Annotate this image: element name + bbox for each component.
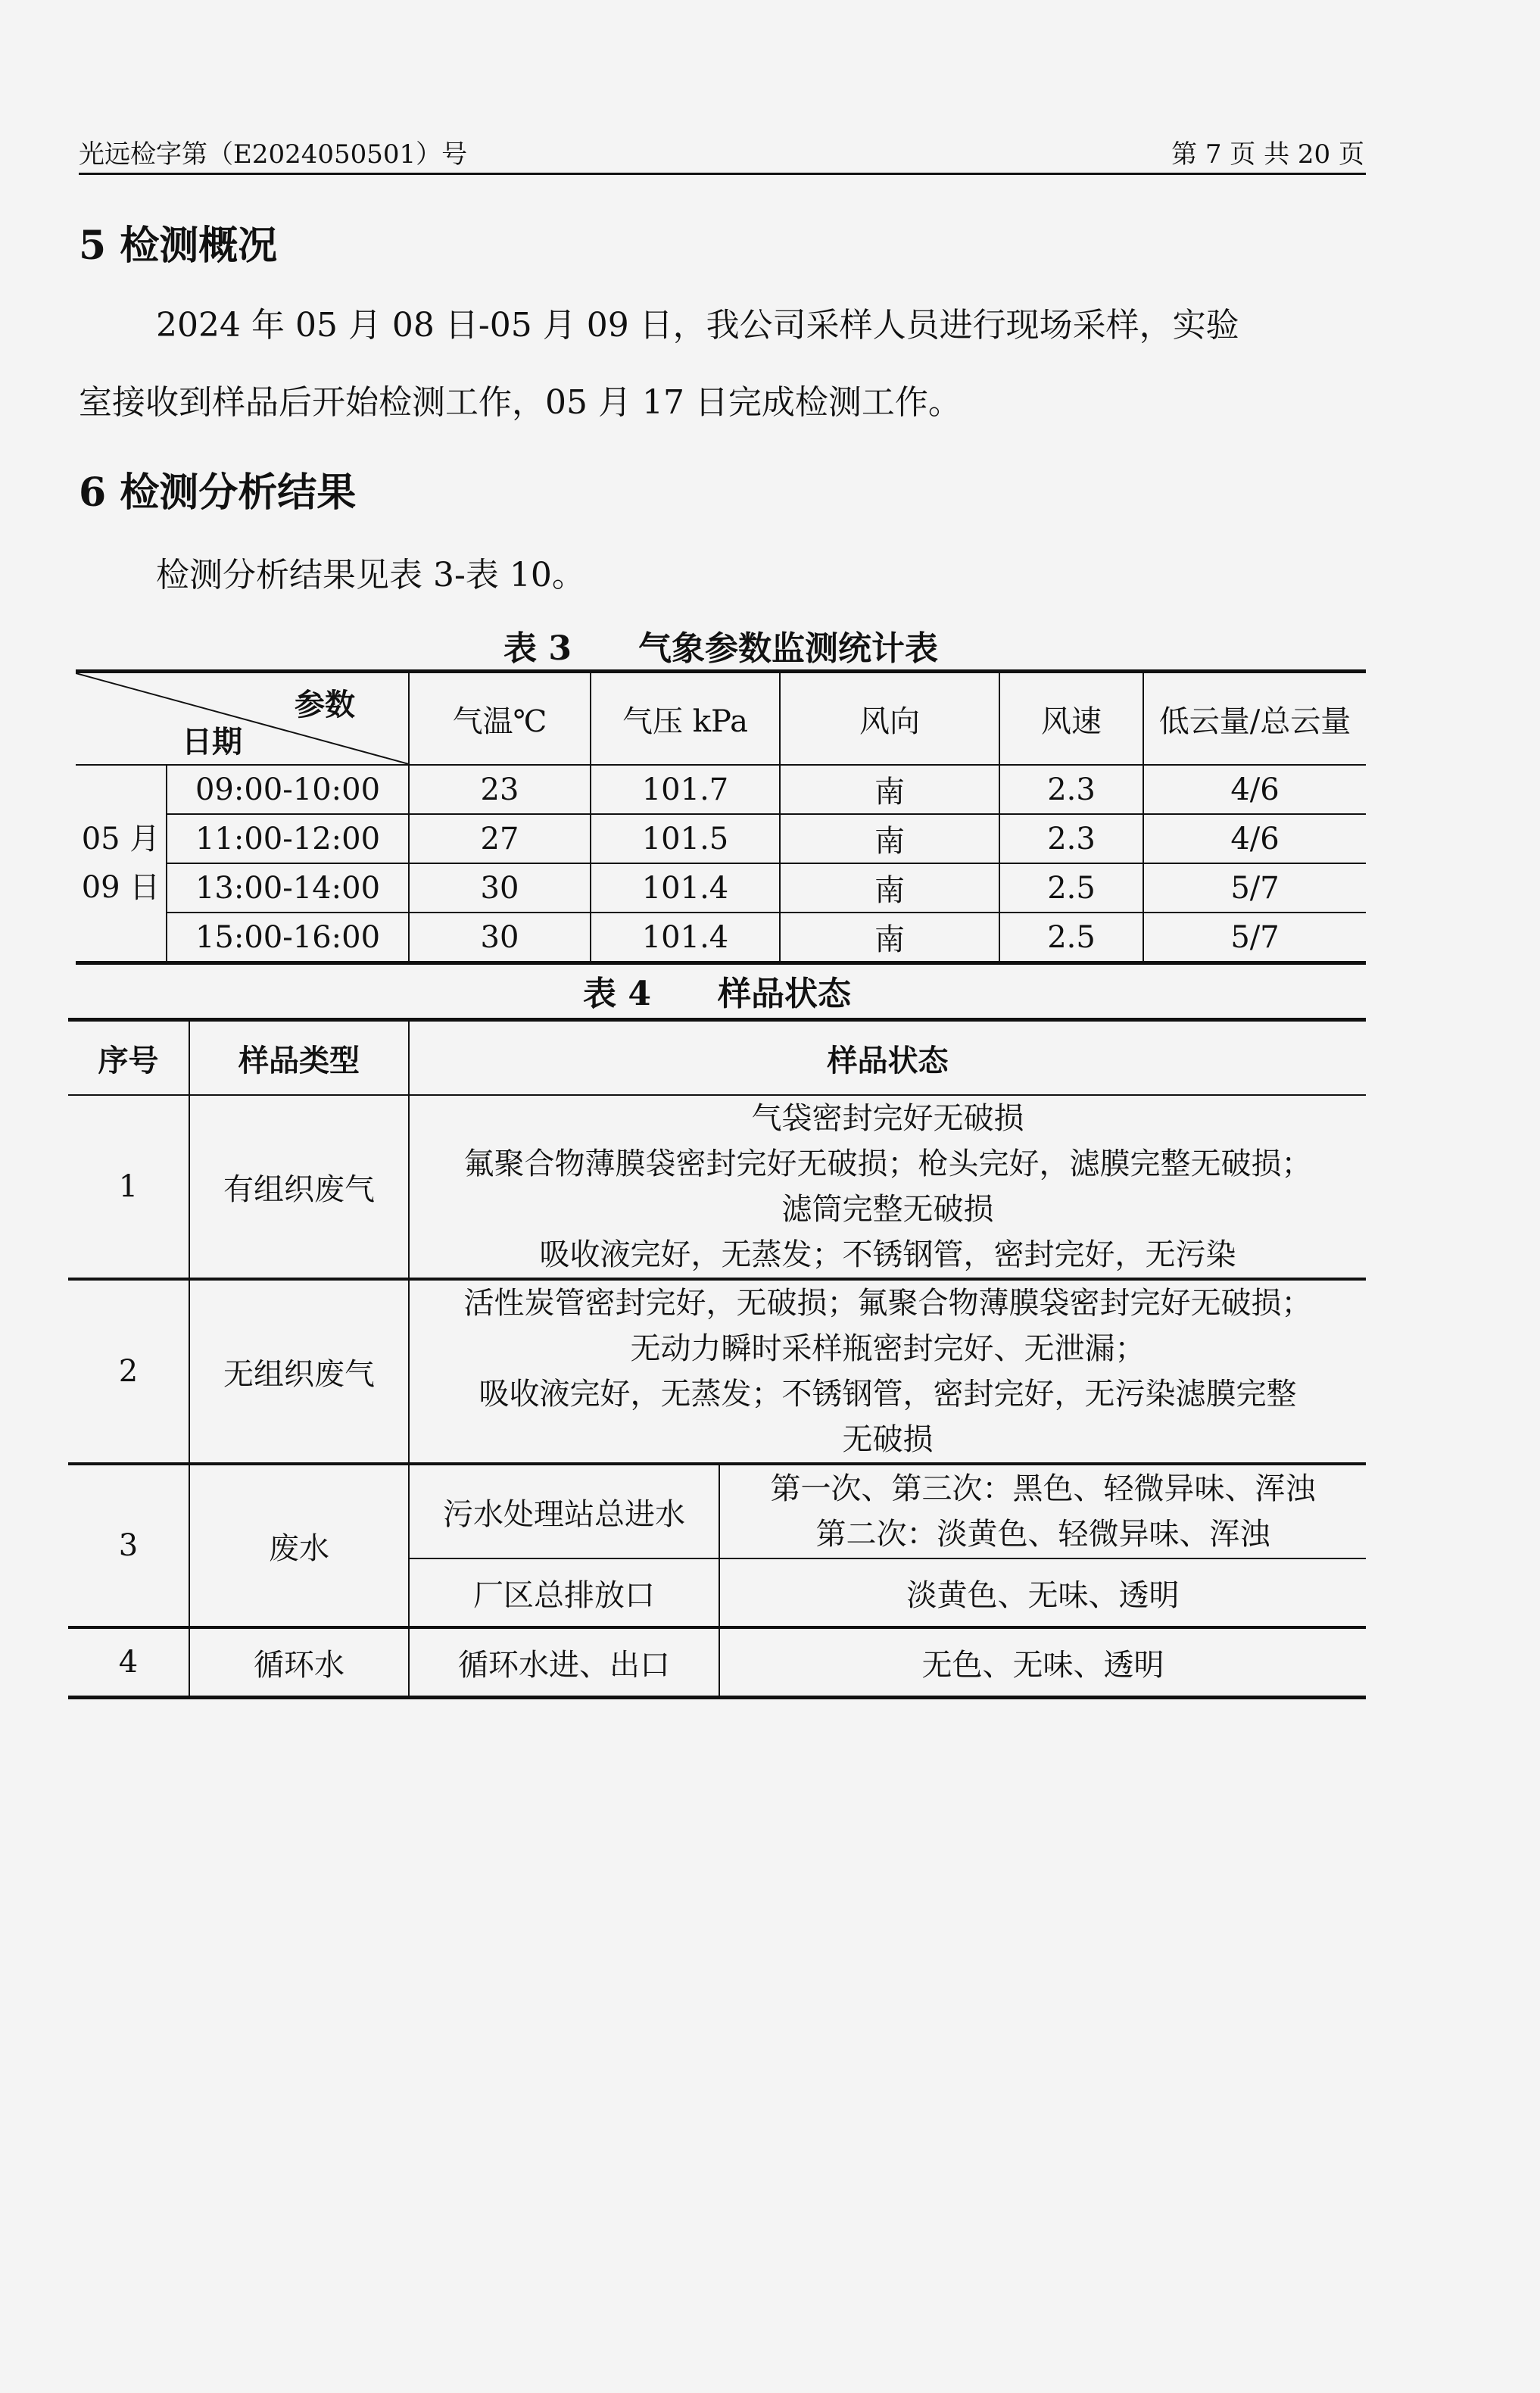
sample-type-cell: 无组织废气: [189, 1279, 409, 1464]
table-row: [68, 1279, 1366, 1464]
col-header-pressure: 气压 kPa: [591, 672, 780, 766]
section5-title: 5 检测概况: [79, 223, 278, 269]
table-row: [76, 863, 1366, 913]
temp-cell: 30: [409, 913, 591, 963]
col-header-sample-status: 样品状态: [409, 1020, 1366, 1096]
table-row: [76, 814, 1366, 863]
sample-status-cell: 淡黄色、无味、透明: [719, 1558, 1366, 1627]
section6-title: 6 检测分析结果: [79, 470, 357, 516]
sample-type-cell: 有组织废气: [189, 1095, 409, 1279]
page-info: 第 7 页 共 20 页: [1171, 139, 1364, 170]
table-row: [76, 913, 1366, 963]
diag-bottom-label: 日期: [182, 724, 242, 760]
table-row: [68, 1464, 1366, 1558]
table-row: [76, 765, 1366, 814]
col-header-cloud: 低云量/总云量: [1143, 672, 1366, 766]
temp-cell: 23: [409, 765, 591, 814]
col-header-temp: 气温℃: [409, 672, 591, 766]
wind-speed-cell: 2.3: [999, 814, 1143, 863]
status-line: 吸收液完好，无蒸发；不锈钢管，密封完好，无污染滤膜完整: [479, 1377, 1297, 1412]
status-line: 滤筒完整无破损: [781, 1192, 994, 1227]
col-header-wind-direction: 风向: [780, 672, 999, 766]
section5-paragraph-line1: 2024 年 05 月 08 日-05 月 09 日，我公司采样人员进行现场采样，实验: [156, 306, 1239, 345]
status-line: 气袋密封完好无破损: [751, 1101, 1024, 1136]
time-cell: 13:00-14:00: [167, 863, 409, 913]
pressure-cell: 101.4: [591, 913, 780, 963]
table-row: [68, 1095, 1366, 1279]
diagonal-line: [76, 673, 409, 764]
cloud-cell: 5/7: [1143, 913, 1366, 963]
table4-caption: 表 4 样品状态: [583, 975, 851, 1013]
temp-cell: 30: [409, 863, 591, 913]
status-line: 氟聚合物薄膜袋密封完好无破损；枪头完好，滤膜完整无破损；: [463, 1147, 1312, 1181]
report-number: 光远检字第（E2024050501）号: [79, 139, 468, 170]
status-line: 无动力瞬时采样瓶密封完好、无泄漏；: [630, 1331, 1146, 1366]
time-cell: 15:00-16:00: [167, 913, 409, 963]
wind-direction-cell: 南: [780, 863, 999, 913]
col-header-sample-type: 样品类型: [189, 1020, 409, 1096]
diagonal-header-cell: [76, 672, 409, 766]
number-cell: 3: [68, 1464, 189, 1627]
wind-direction-cell: 南: [780, 765, 999, 814]
time-cell: 11:00-12:00: [167, 814, 409, 863]
sample-type-cell: 循环水: [189, 1627, 409, 1698]
sample-point-cell: 厂区总排放口: [409, 1558, 719, 1627]
pressure-cell: 101.4: [591, 863, 780, 913]
status-line: 活性炭管密封完好，无破损；氟聚合物薄膜袋密封完好无破损；: [463, 1286, 1312, 1321]
number-cell: 4: [68, 1627, 189, 1698]
section5-paragraph-line2: 室接收到样品后开始检测工作，05 月 17 日完成检测工作。: [79, 383, 962, 422]
pressure-cell: 101.5: [591, 814, 780, 863]
status-line: 吸收液完好，无蒸发；不锈钢管，密封完好，无污染: [539, 1237, 1236, 1272]
status-line: 第一次、第三次：黑色、轻微异味、浑浊: [770, 1471, 1316, 1506]
col-header-number: 序号: [68, 1020, 189, 1096]
date-cell: 05 月 09 日: [76, 765, 167, 963]
cloud-cell: 4/6: [1143, 814, 1366, 863]
col-header-wind-speed: 风速: [999, 672, 1143, 766]
wind-direction-cell: 南: [780, 814, 999, 863]
section6-paragraph: 检测分析结果见表 3-表 10。: [156, 556, 585, 594]
wind-speed-cell: 2.5: [999, 913, 1143, 963]
sample-status-cell: [719, 1464, 1366, 1558]
time-cell: 09:00-10:00: [167, 765, 409, 814]
table3-caption: 表 3 气象参数监测统计表: [503, 629, 938, 668]
header-rule: [79, 173, 1366, 175]
diag-top-label: 参数: [295, 687, 355, 722]
sample-status-cell: [409, 1279, 1366, 1464]
sample-status-cell: 无色、无味、透明: [719, 1627, 1366, 1698]
sample-type-cell: 废水: [189, 1464, 409, 1627]
temp-cell: 27: [409, 814, 591, 863]
status-line: 第二次：淡黄色、轻微异味、浑浊: [815, 1517, 1270, 1552]
sample-point-cell: 循环水进、出口: [409, 1627, 719, 1698]
sample-status-table: [68, 1018, 1366, 1699]
wind-speed-cell: 2.5: [999, 863, 1143, 913]
cloud-cell: 4/6: [1143, 765, 1366, 814]
wind-speed-cell: 2.3: [999, 765, 1143, 814]
weather-table: [76, 669, 1366, 965]
table-row: [68, 1627, 1366, 1698]
sample-point-cell: 污水处理站总进水: [409, 1464, 719, 1558]
wind-direction-cell: 南: [780, 913, 999, 963]
number-cell: 2: [68, 1279, 189, 1464]
cloud-cell: 5/7: [1143, 863, 1366, 913]
pressure-cell: 101.7: [591, 765, 780, 814]
status-line: 无破损: [842, 1422, 934, 1457]
sample-status-cell: [409, 1095, 1366, 1279]
number-cell: 1: [68, 1095, 189, 1279]
